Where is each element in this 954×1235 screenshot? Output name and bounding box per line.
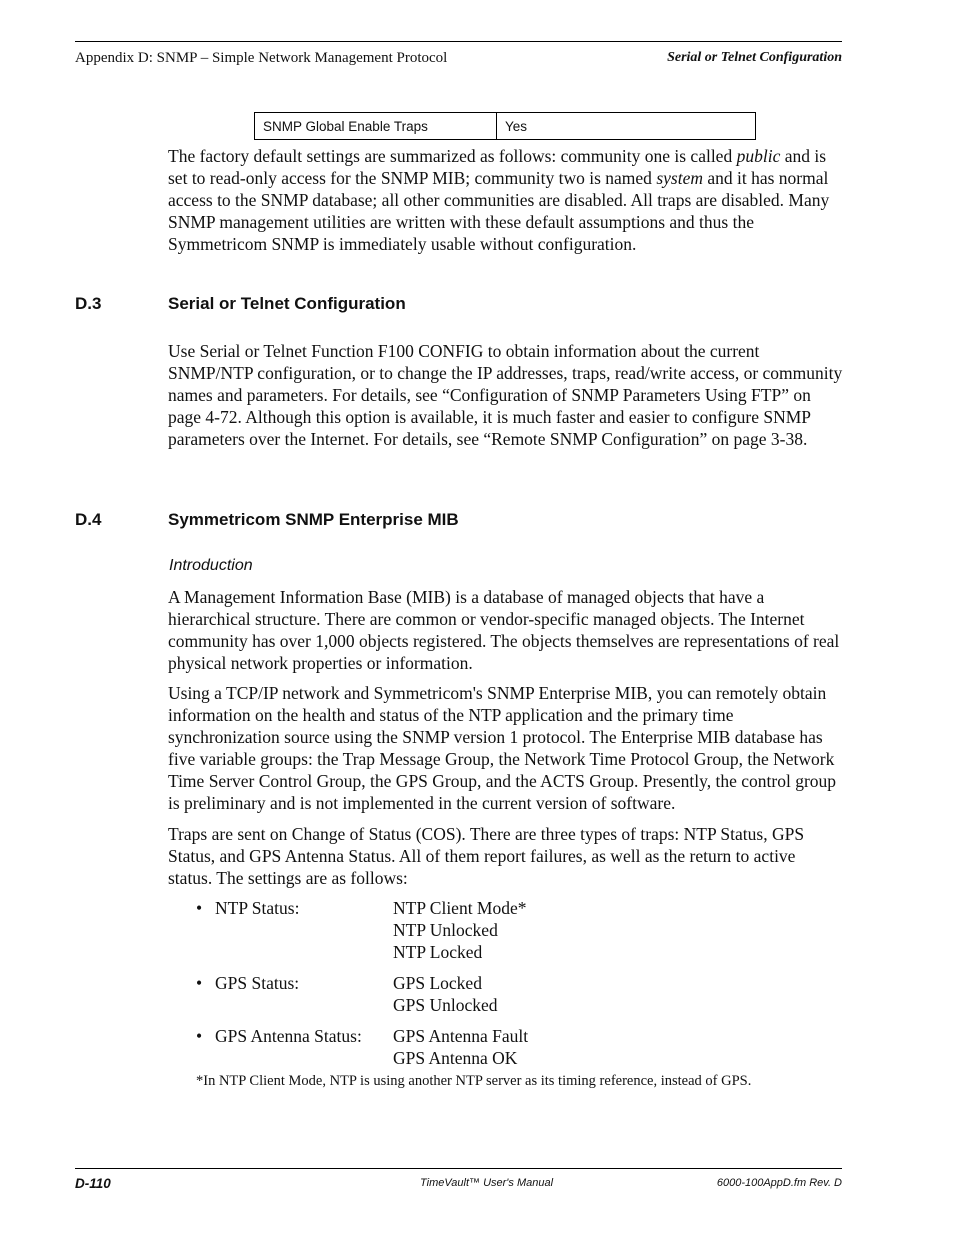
defaults-text-1: The factory default settings are summarized as follows: community one is called <box>168 146 737 166</box>
footnote: *In NTP Client Mode, NTP is using another NTP server as its timing reference, instead of GPS. <box>196 1073 752 1089</box>
option-table <box>254 112 756 140</box>
defaults-paragraph <box>168 145 844 255</box>
defaults-text-3: and it has normal access to the SNMP database; all other communities are disabled. All traps are disabled. Many SNMP management utilities are written with these default assumptions and thus the Symmetricom SNMP is immediately usable without configuration. <box>168 168 830 254</box>
header-section-title: Serial or Telnet Configuration <box>667 50 842 65</box>
defaults-text-2: and is set to read-only access for the SNMP MIB; community two is named <box>168 146 827 188</box>
section-d3-title: Serial or Telnet Configuration <box>168 294 406 313</box>
page-header <box>75 41 842 74</box>
page-number: D-110 <box>75 1176 111 1191</box>
bullet-value: GPS Locked <box>393 973 482 993</box>
section-d4-title: Symmetricom SNMP Enterprise MIB <box>168 510 459 529</box>
mib-intro-paragraph: A Management Information Base (MIB) is a database of managed objects that have a hierarchical structure. There are common or vendor-specific managed objects. The Internet community has over 1,000 objects registered. The objects themselves are representations of real physical network properties or information. <box>168 587 840 673</box>
bullet-glyph: • <box>196 973 203 993</box>
section-d3-body: Use Serial or Telnet Function F100 CONFIG to obtain information about the current SNMP/NTP configuration, or to change the IP addresses, traps, read/write access, or community names and parameters. For details, see “Configuration of SNMP Parameters Using FTP” on page 4-72. Although this option is available, it is much faster and easier to configure SNMP parameters over the Internet. For details, see “Remote SNMP Configuration” on page 3-38. <box>168 341 843 449</box>
defaults-emphasis-public: public <box>736 146 781 166</box>
document-revision: 6000-100AppD.fm Rev. D <box>716 1177 842 1189</box>
defaults-emphasis-system: system <box>656 168 703 188</box>
bullet-value: GPS Unlocked <box>393 995 498 1015</box>
bullet-glyph: • <box>196 1026 203 1046</box>
option-name-cell: SNMP Global Enable Traps <box>255 113 497 140</box>
bullet-value: NTP Locked <box>393 942 483 962</box>
bullet-label: NTP Status: <box>215 898 300 918</box>
section-d3-number: D.3 <box>75 294 102 313</box>
section-d4-number: D.4 <box>75 510 102 529</box>
bullet-values <box>393 972 498 1016</box>
page-footer <box>75 1168 842 1199</box>
bullet-label: GPS Antenna Status: <box>215 1026 362 1046</box>
table-row <box>255 113 756 140</box>
manual-title: TimeVault™ User's Manual <box>420 1177 554 1189</box>
option-value-cell: Yes <box>497 113 756 140</box>
bullet-value: GPS Antenna Fault <box>393 1026 529 1046</box>
bullet-values <box>393 1025 528 1069</box>
bullet-values <box>393 897 527 963</box>
bullet-value: NTP Client Mode* <box>393 898 527 918</box>
bullet-value: NTP Unlocked <box>393 920 498 940</box>
bullet-value: GPS Antenna OK <box>393 1048 518 1068</box>
bullet-label: GPS Status: <box>215 973 300 993</box>
subheading-introduction: Introduction <box>169 557 253 574</box>
bullet-glyph: • <box>196 898 203 918</box>
enterprise-mib-paragraph: Using a TCP/IP network and Symmetricom's SNMP Enterprise MIB, you can remotely obtain information on the health and status of the NTP application and the primary time synchronization source using the SNMP version 1 protocol. The Enterprise MIB database has five variable groups: the Trap Message Group, the Network Time Protocol Group, the Network Time Server Control Group, the GPS Group, and the ACTS Group. Presently, the control group is preliminary and is not implemented in the current version of software. <box>168 683 837 813</box>
traps-paragraph: Traps are sent on Change of Status (COS). There are three types of traps: NTP Status, GPS Status, and GPS Antenna Status. All of them report failures, as well as the return to active status. The settings are as follows: <box>168 824 805 888</box>
header-chapter-title: Appendix D: SNMP – Simple Network Management Protocol <box>75 50 448 66</box>
